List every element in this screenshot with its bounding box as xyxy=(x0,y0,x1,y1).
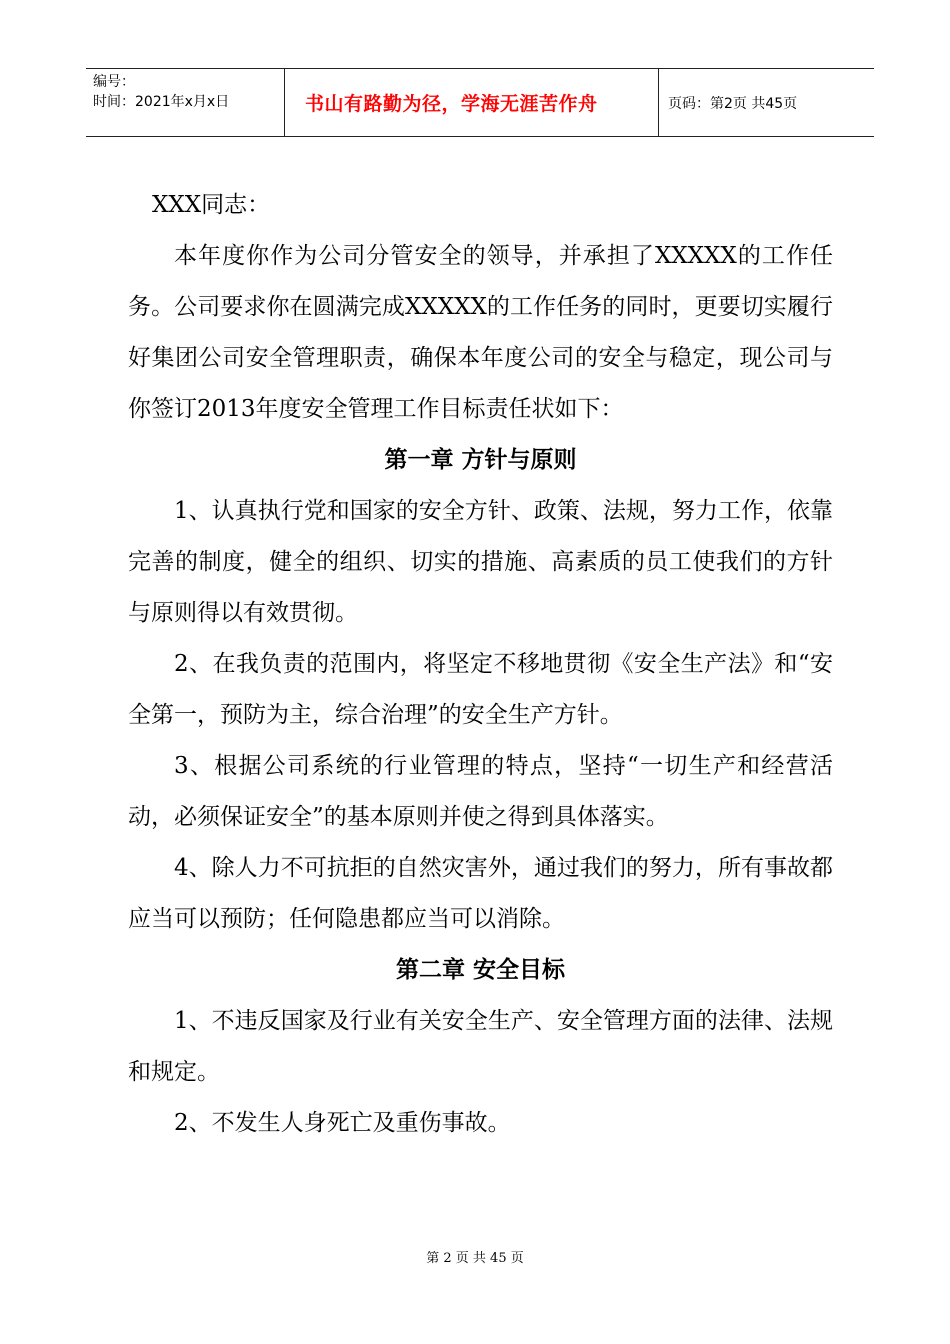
page-footer: 第 2 页 共 45 页 xyxy=(426,1251,524,1266)
chapter-1-title: 第一章 方针与原则 xyxy=(384,447,577,473)
chapter-1-item: 4、除人力不可抗拒的自然灾害外，通过我们的努力，所有事故都应当可以预防；任何隐患都应当可以消除。 xyxy=(128,855,833,932)
header-motto: 书山有路勤为径，学海无涯苦作舟 xyxy=(285,69,659,136)
chapter-2-item: 1、不违反国家及行业有关安全生产、安全管理方面的法律、法规和规定。 xyxy=(128,1008,833,1085)
header-meta xyxy=(86,69,285,136)
header-page-label: 页码：第2页 共45页 xyxy=(668,95,798,112)
document-body xyxy=(128,180,833,1149)
salutation: XXX同志： xyxy=(152,192,271,218)
document-time-label: 时间：2021年x月x日 xyxy=(93,94,230,110)
intro-paragraph: 本年度你作为公司分管安全的领导，并承担了XXXXX的工作任务。公司要求你在圆满完成XXXXX的工作任务的同时，更要切实履行好集团公司安全管理职责，确保本年度公司的安全与稳定，现公司与你签订2013年度安全管理工作目标责任状如下： xyxy=(128,243,833,422)
chapter-1-item: 3、根据公司系统的行业管理的特点，坚持“一切生产和经营活动，必须保证安全”的基本原则并使之得到具体落实。 xyxy=(128,753,833,830)
document-number-label: 编号： xyxy=(93,74,135,90)
chapter-2-title: 第二章 安全目标 xyxy=(395,957,565,983)
chapter-1-item: 2、在我负责的范围内，将坚定不移地贯彻《安全生产法》和“安全第一，预防为主，综合治理”的安全生产方针。 xyxy=(128,651,833,728)
chapter-2-item: 2、不发生人身死亡及重伤事故。 xyxy=(174,1110,511,1136)
chapter-1-item: 1、认真执行党和国家的安全方针、政策、法规，努力工作，依靠完善的制度，健全的组织、切实的措施、高素质的员工使我们的方针与原则得以有效贯彻。 xyxy=(128,498,833,626)
page-header xyxy=(86,68,874,137)
